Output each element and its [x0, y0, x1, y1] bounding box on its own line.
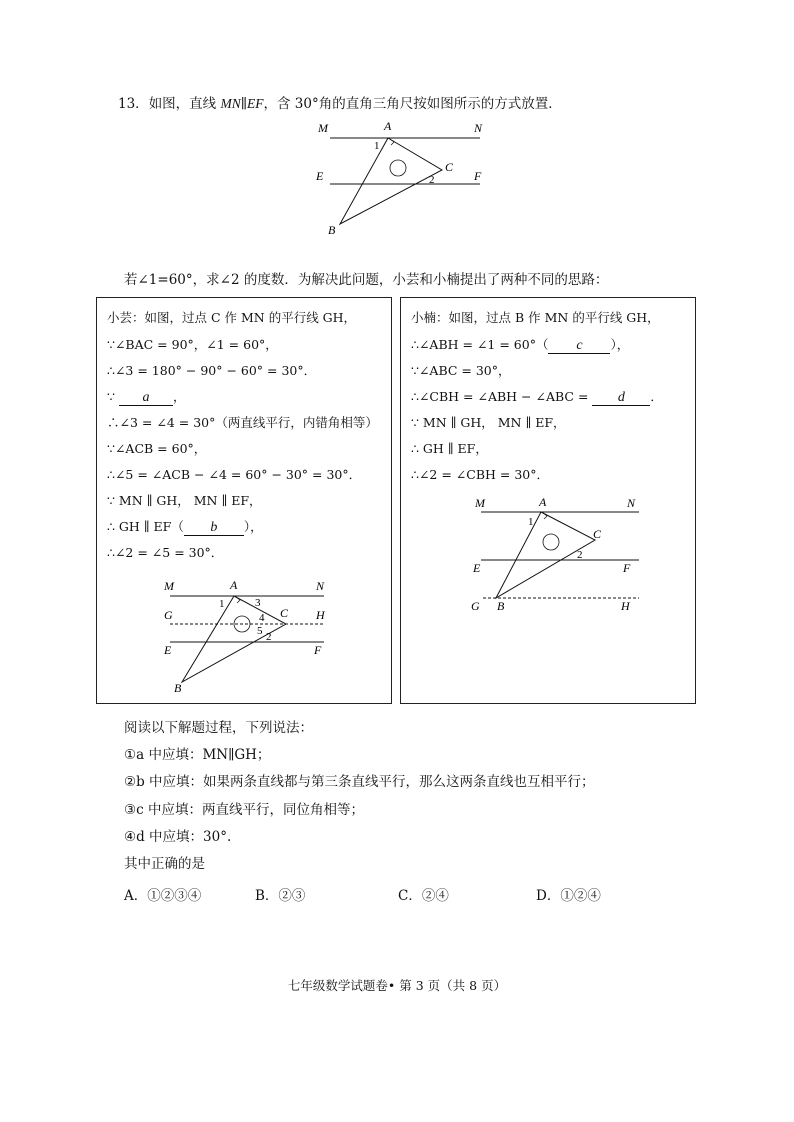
- option-c[interactable]: C．②④: [398, 888, 449, 904]
- left-line-3: ∴∠3 = 180° − 90° − 60° = 30°．: [107, 363, 317, 378]
- main-figure: [300, 112, 500, 242]
- label-A: A: [384, 119, 392, 133]
- left-line-8: ∵ MN ∥ GH， MN ∥ EF，: [107, 493, 262, 508]
- option-d[interactable]: D．①②④: [536, 888, 601, 904]
- label-N: N: [474, 121, 483, 135]
- left-line-2: ∵∠BAC = 90°，∠1 = 60°，: [107, 337, 278, 352]
- statement-1: ①a 中应填：MN∥GH；: [124, 747, 271, 763]
- statement-4: ④d 中应填：30°.: [124, 829, 232, 845]
- right-label-H: H: [621, 599, 630, 613]
- question-number: 13．: [118, 96, 149, 112]
- right-label-A: A: [539, 496, 547, 509]
- label-F: F: [474, 169, 482, 183]
- left-line-4: ∵ a ，: [107, 389, 186, 405]
- right-label-M: M: [475, 496, 485, 510]
- left-line-9: ∴ GH ∥ EF（ b ），: [107, 519, 263, 535]
- statement-2: ②b 中应填：如果两条直线都与第三条直线平行，那么这两条直线也互相平行；: [124, 774, 595, 790]
- right-line-6: ∴ GH ∥ EF，: [411, 441, 488, 456]
- right-line-5: ∵ MN ∥ GH， MN ∥ EF，: [411, 415, 566, 430]
- left-label-angle-3: 3: [255, 597, 261, 609]
- left-label-N: N: [316, 579, 325, 593]
- condition-text: 若∠1=60°，求∠2 的度数．为解决此问题，小芸和小楠提出了两种不同的思路：: [124, 272, 609, 288]
- left-line-7: ∴∠5 = ∠ACB − ∠4 = 60° − 30° = 30°．: [107, 467, 362, 482]
- right-line-3: ∵∠ABC = 30°，: [411, 363, 511, 378]
- right-label-angle-1: 1: [528, 516, 534, 528]
- right-label-G: G: [471, 599, 480, 613]
- left-label-angle-4: 4: [259, 612, 265, 624]
- right-solution-box: [400, 297, 696, 704]
- blank-d: d: [592, 391, 650, 406]
- left-label-angle-1: 1: [219, 598, 225, 610]
- option-b[interactable]: B．②③: [255, 888, 306, 904]
- left-label-C: C: [280, 606, 289, 620]
- option-a[interactable]: A．①②③④: [124, 888, 202, 904]
- left-label-angle-5: 5: [257, 625, 263, 637]
- left-label-G: G: [164, 608, 173, 622]
- label-C: C: [445, 160, 454, 174]
- right-line-7: ∴∠2 = ∠CBH = 30°．: [411, 467, 550, 482]
- right-line-2: ∴∠ABH = ∠1 = 60°（ c ），: [411, 337, 630, 353]
- blank-a: a: [119, 391, 173, 406]
- left-line-5: ∴∠3 = ∠4 = 30°（两直线平行，内错角相等）: [107, 415, 378, 430]
- left-label-A: A: [230, 578, 238, 592]
- left-label-angle-2: 2: [266, 631, 272, 643]
- question-ask: 其中正确的是: [124, 856, 205, 872]
- right-line-1: 小楠：如图，过点 B 作 MN 的平行线 GH，: [411, 310, 660, 325]
- left-line-6: ∵∠ACB = 60°，: [107, 441, 207, 456]
- left-label-M: M: [164, 579, 174, 593]
- left-label-H: H: [316, 608, 325, 622]
- label-angle-1: 1: [374, 140, 380, 152]
- left-line-10: ∴∠2 = ∠5 = 30°．: [107, 545, 224, 560]
- blank-b: b: [184, 521, 244, 536]
- left-label-F: F: [314, 643, 322, 657]
- right-label-F: F: [623, 561, 631, 575]
- right-label-E: E: [473, 561, 481, 575]
- analysis-intro: 阅读以下解题过程，下列说法：: [124, 720, 313, 736]
- left-solution-box: [96, 297, 392, 704]
- left-label-E: E: [164, 643, 172, 657]
- left-figure: [152, 576, 342, 696]
- right-label-angle-2: 2: [577, 549, 583, 561]
- label-E: E: [316, 169, 324, 183]
- right-line-4: ∴∠CBH = ∠ABH − ∠ABC = d ．: [411, 389, 663, 405]
- statement-3: ③c 中应填：两直线平行，同位角相等；: [124, 802, 364, 818]
- right-label-B: B: [497, 599, 505, 613]
- label-angle-2: 2: [429, 174, 435, 186]
- right-label-C: C: [593, 527, 602, 541]
- right-figure: [463, 496, 663, 621]
- label-M: M: [318, 121, 328, 135]
- label-B: B: [328, 223, 336, 237]
- left-label-B: B: [174, 681, 182, 695]
- right-label-N: N: [627, 496, 636, 510]
- blank-c: c: [548, 339, 610, 354]
- page-footer: 七年级数学试题卷• 第 3 页（共 8 页）: [287, 978, 507, 993]
- question-stem: 13．如图，直线 MN∥EF，含 30°角的直角三角尺按如图所示的方式放置．: [118, 96, 562, 112]
- left-line-1: 小芸：如图，过点 C 作 MN 的平行线 GH，: [107, 310, 357, 325]
